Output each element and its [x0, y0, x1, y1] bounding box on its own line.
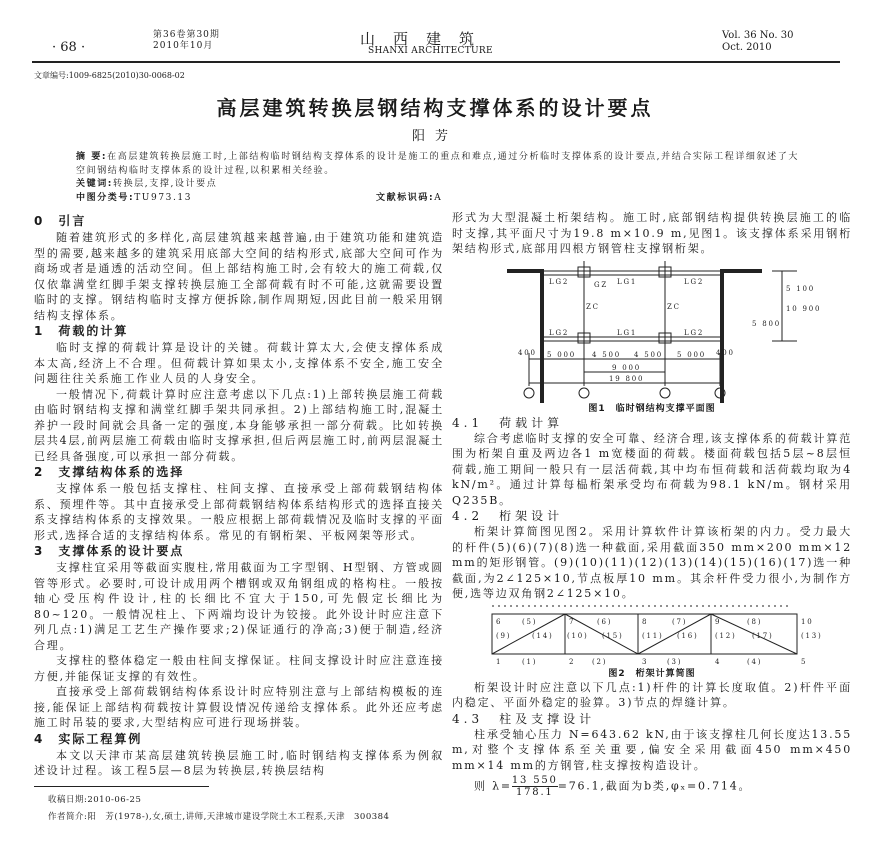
truss-member-label: (3): [667, 657, 683, 666]
truss-node-label: 7: [569, 617, 576, 626]
paragraph: 临时支撑的荷载计算是设计的关键。荷载计算太大,会使支撑体系成本太高,经济上不合理。但荷载计算如果太小,支撑体系不安全,施工安全问题往往关系施工作业人员的人身安全。: [34, 341, 444, 385]
formula-denominator: 178.1: [515, 787, 554, 798]
truss-member-label: (11): [642, 631, 664, 640]
dimension-label: 5 000: [547, 350, 577, 359]
paragraph: 直接承受上部荷载钢结构体系设计时应特别注意与上部结构模板的连接,能保证上部结构荷载按计算假设情况传递给支撑体系。此外还应考虑施工时吊装的要求,大型结构应可进行现场拼装。: [34, 685, 444, 729]
section-heading: 4 实际工程算例: [34, 731, 143, 746]
truss-member-label: (12): [715, 631, 737, 640]
truss-node-label: 9: [715, 617, 722, 626]
dimension-label: 4 500: [592, 350, 622, 359]
beam-label: LG2: [549, 277, 570, 286]
beam-label: LG2: [549, 328, 570, 337]
dimension-label: 400: [716, 348, 735, 357]
footnote-rule: [34, 786, 209, 787]
section-heading: 4.1 荷载计算: [452, 415, 564, 430]
truss-member-label: (5): [522, 617, 538, 626]
truss-node-label: 6: [496, 617, 503, 626]
dimension-label: 5 000: [677, 350, 707, 359]
beam-label: LG1: [617, 277, 638, 286]
beam-label: LG2: [684, 328, 705, 337]
paragraph: 柱承受轴心压力 N=643.62 kN,由于该支撑柱几何长度达13.55 m,对整个支撑体系至关重要,偏安全采用截面450 mm×450 mm×14 mm的方钢管,柱支撑按构造设计。: [452, 727, 852, 772]
page-number: · 68 ·: [52, 40, 86, 55]
beam-label: LG1: [617, 328, 638, 337]
header-rule: [32, 61, 840, 63]
dimension-label: 4 500: [634, 350, 664, 359]
truss-node-label: 3: [642, 657, 649, 666]
classification: [76, 192, 806, 206]
formula-fraction: [512, 775, 558, 798]
section-heading: 2 支撑结构体系的选择: [34, 465, 185, 479]
paragraph: 本文以天津市某高层建筑转换层施工时,临时钢结构支撑体系为例叙述设计过程。该工程5层—8层为转换层,转换层结构: [34, 748, 444, 777]
document-code: [376, 192, 442, 206]
truss-member-label: (6): [597, 617, 613, 626]
abstract-block: [76, 151, 806, 205]
keywords-text: 转换层,支撑,设计要点: [113, 179, 218, 189]
formula-prefix: 则 λ=: [474, 779, 512, 793]
author-bio: 作者简介:阳 芳(1978-),女,硕士,讲师,天津城市建设学院土木工程系,天津 300384: [48, 812, 390, 822]
section-heading: 4.2 桁架设计: [452, 509, 564, 523]
paragraph: 形式为大型混凝土桁架结构。施工时,底部钢结构提供转换层施工的临时支撑,其平面尺寸为19.8 m×10.9 m,见图1。该支撑体系采用钢桁架结构形式,底部用四根方钢管柱支撑钢桁架。: [452, 211, 852, 255]
dimension-label: 10 900: [786, 304, 822, 313]
paragraph: 综合考虑临时支撑的安全可靠、经济合理,该支撑体系的荷载计算范围为桁架自重及两边各1 m宽楼面的荷载。楼面荷载包括5层~8层恒荷载,施工期间一般只有一层活荷载,其中均布恒荷载和活荷载均取为4 kN/m²。通过计算每榀桁架承受均布荷载为98.1 kN/m。钢材采用Q235B。: [452, 431, 852, 507]
paragraph: 支撑体系一般包括支撑柱、柱间支撑、直接承受上部荷载钢结构体系、预埋件等。其中直接承受上部荷载钢结构体系结构形式的选择直接关系支撑结构体系的支撑效果。一般应根据上部荷载情况及临时支撑的平面形式,选择合适的支撑结构体系。常见的有钢桁架、平板网架等形式。: [34, 482, 444, 542]
dimension-label: 400: [518, 348, 537, 357]
formula: [452, 775, 852, 798]
received-date: 收稿日期:2010-06-25: [48, 795, 142, 805]
figure-2-truss: [452, 602, 852, 668]
journal-title-en: SHANXI ARCHITECTURE: [368, 46, 493, 56]
keywords-label: 关键词:: [76, 179, 113, 189]
truss-member-label: (7): [672, 617, 688, 626]
keywords: [76, 178, 806, 192]
right-column: [452, 210, 852, 798]
dimension-label: 9 000: [612, 363, 642, 372]
issue-info-cn: [153, 30, 220, 52]
dimension-label: 5 100: [786, 284, 816, 293]
truss-member-label: (1): [522, 657, 538, 666]
document-code-value: A: [434, 192, 443, 203]
truss-node-label: 4: [715, 657, 722, 666]
truss-member-label: (15): [602, 631, 624, 640]
truss-node-label: 2: [569, 657, 576, 666]
truss-member-label: (16): [677, 631, 699, 640]
paragraph: 支撑柱的整体稳定一般由柱间支撑保证。柱间支撑设计时应注意连接方便,并能保证支撑的有效性。: [34, 654, 444, 683]
formula-result: =76.1,截面为b类,φₓ=0.714。: [557, 779, 752, 793]
truss-node-label: 10: [801, 617, 814, 626]
truss-node-label: 1: [496, 657, 503, 666]
truss-member-label: (2): [592, 657, 608, 666]
truss-member-label: (14): [532, 631, 554, 640]
volume-issue-en: Vol. 36 No. 30: [722, 30, 794, 41]
figure-2-caption: 图2 桁架计算简图: [608, 668, 696, 679]
author: 阳芳: [411, 129, 458, 144]
formula-numerator: 13 550: [511, 775, 558, 786]
journal-title-cn: 山西建筑: [360, 30, 493, 48]
section-heading: 0 引言: [34, 214, 87, 228]
truss-node-label: 5: [801, 657, 808, 666]
section-heading: 4.3 柱及支撑设计: [452, 711, 596, 726]
classification-code: TU973.13: [134, 192, 193, 203]
paragraph: 桁架设计时应注意以下几点:1)杆件的计算长度取值。2)杆件平面内稳定、平面外稳定的验算。3)节点的焊缝计算。: [452, 680, 852, 709]
dimension-label: 19 800: [609, 374, 645, 383]
column-label: GZ: [594, 280, 609, 289]
left-column: [34, 213, 444, 779]
beam-label: LG2: [684, 277, 705, 286]
document-code-label: 文献标识码:: [376, 192, 435, 203]
date-en: Oct. 2010: [722, 42, 772, 53]
truss-member-label: (13): [801, 631, 823, 640]
paragraph: 一般情况下,荷载计算时应注意考虑以下几点:1)上部转换层施工荷载由临时钢结构支撑和满堂红脚手架共同承担。2)上部结构施工时,混凝土养护一段时间就会具备一定的强度,本身能够承担一部分荷载。比如转换层共4层,前两层施工荷载由临时支撑承担,但后两层施工时,前两层混凝土已经具备强度,可以承担一部分荷载。: [34, 387, 444, 463]
issue-info-en: [722, 30, 793, 54]
brace-label: ZC: [586, 302, 600, 311]
brace-label: ZC: [667, 302, 681, 311]
classification-label: 中图分类号:: [76, 192, 135, 203]
abstract-label: 摘 要:: [76, 152, 108, 162]
figure-1-plan: [452, 257, 852, 403]
paragraph: 桁架计算简图见图2。采用计算软件计算该桁架的内力。受力最大的杆件(5)(6)(7)(8)选一种截面,采用截面350 mm×200 mm×12 mm的矩形钢管。(9)(10)(11)(12)(13)(14)(15)(16)(17)选一种截面,为2∠125×10,节点板厚10 mm。其余杆件受力很小,为制作方便,选等边双角钢2∠125×10。: [452, 525, 852, 600]
abstract-text: 在高层建筑转换层施工时,上部结构临时钢结构支撑体系的设计是施工的重点和难点,通过分析临时支撑体系的设计要点,并结合实际工程详细叙述了大空间钢结构临时支撑体系的设计过程,以积累相关经验。: [76, 152, 799, 176]
truss-member-label: (9): [496, 631, 512, 640]
date-cn: 2010年10月: [153, 41, 214, 51]
paragraph: 随着建筑形式的多样化,高层建筑越来越普遍,由于建筑功能和建筑造型的需要,越来越多的建筑采用底部大空间的结构形式,底部大空间可作为商场或者是通透的活动空间。但上部结构施工时,会有较大的施工荷载,仅仅依靠满堂红脚手架支撑转换层施工全部荷载有时不可能,这就需要设置临时的支撑。钢结构临时支撑方便拆除,制作周期短,因此目前一般采用钢结构支撑体系。: [34, 231, 444, 322]
article-number: 文章编号:1009-6825(2010)30-0068-02: [34, 71, 185, 80]
paper-title: 高层建筑转换层钢结构支撑体系的设计要点: [216, 96, 654, 120]
figure-1-caption: 图1 临时钢结构支撑平面图: [588, 403, 716, 414]
truss-member-label: (4): [747, 657, 763, 666]
section-heading: 3 支撑体系的设计要点: [34, 544, 185, 558]
section-heading: 1 荷载的计算: [34, 324, 129, 338]
paragraph: 支撑柱宜采用等截面实腹柱,常用截面为工字型钢、H型钢、方管或圆管等形式。必要时,可设计成用两个槽钢或双角钢组成的格构柱。一般按轴心受压构件设计,柱的长细比不宜大于150,可先假定长细比为80~120。一般情况柱上、下两端均设计为铰接。此外设计时应注意下列几点:1)满足工艺生产操作要求;2)保证通行的净高;3)便于制造,经济合理。: [34, 561, 444, 652]
truss-member-label: (8): [747, 617, 763, 626]
abstract: [76, 151, 806, 178]
truss-member-label: (10): [567, 631, 589, 640]
dimension-label: 5 800: [752, 319, 782, 328]
truss-node-label: 8: [642, 617, 649, 626]
truss-member-label: (17): [752, 631, 774, 640]
volume-issue-cn: 第36卷第30期: [153, 30, 220, 40]
